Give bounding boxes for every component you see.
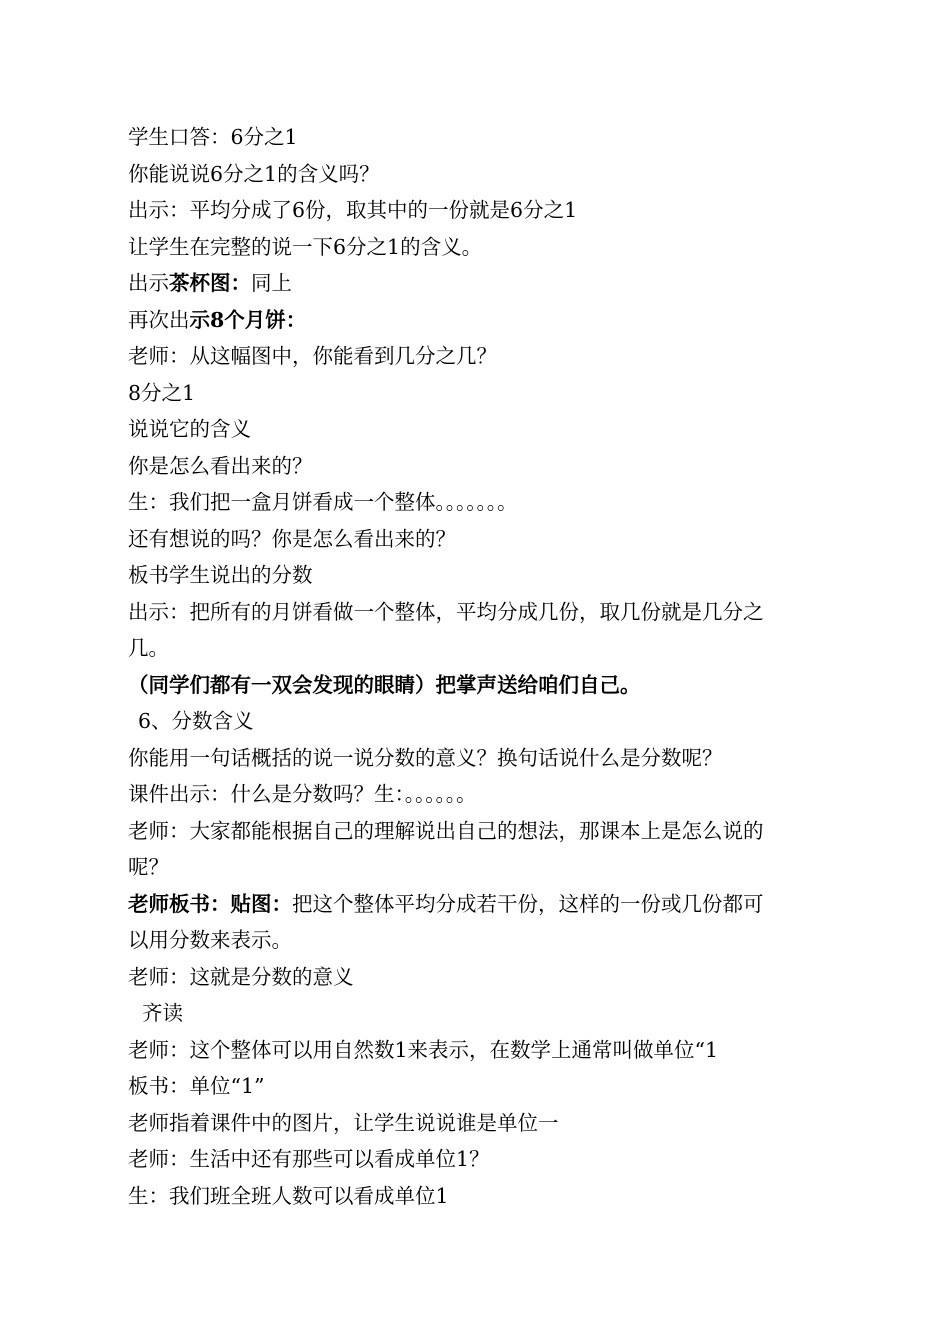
text-line: 板书学生说出的分数 [128, 563, 313, 587]
text-line: 出示：平均分成了6份，取其中的一份就是6分之1 [128, 198, 578, 222]
text-line: 课件出示：什么是分数吗？生：。。。。。。 [128, 782, 477, 806]
text-line: 老师：生活中还有那些可以看成单位1？ [128, 1147, 490, 1171]
text-line: 老师：这个整体可以用自然数1来表示，在数学上通常叫做单位“1 [128, 1037, 719, 1062]
text-line: 8分之1 [128, 380, 196, 405]
text-line: 老师：从这幅图中，你能看到几分之几？ [128, 344, 497, 368]
text-line: 几。 [128, 636, 169, 660]
bold-text-run: 老师板书：贴图： [128, 891, 292, 916]
text-line: 呢？ [128, 855, 169, 879]
text-line: 你是怎么看出来的？ [128, 453, 313, 478]
text-line: 出示：把所有的月饼看做一个整体，平均分成几份，取几份就是几分之 [128, 599, 764, 624]
text-line: 老师指着课件中的图片，让学生说说谁是单位一 [128, 1110, 559, 1135]
text-line [128, 265, 828, 302]
bold-text-run: 示8个月饼： [189, 307, 307, 332]
text-line: 学生口答：6分之1 [128, 125, 298, 149]
text-line: 让学生在完整的说一下6分之1的含义。 [128, 234, 483, 259]
text-line: 老师：这就是分数的意义 [128, 964, 354, 989]
bold-text-line: （同学们都有一双会发现的眼睛）把掌声送给咱们自己。 [128, 672, 641, 697]
text-line: 生：我们班全班人数可以看成单位1 [128, 1183, 449, 1208]
text-run: 再次出 [128, 307, 190, 332]
text-run: 把这个整体平均分成若干份，这样的一份或几份都可 [292, 891, 764, 916]
text-run: 同上 [251, 271, 292, 295]
text-line: 说说它的含义 [128, 417, 251, 441]
bold-text-run: 茶杯图： [169, 271, 251, 295]
text-line: 以用分数来表示。 [128, 928, 292, 952]
text-line: 你能说说6分之1的含义吗？ [128, 161, 380, 186]
text-line: 你能用一句话概括的说一说分数的意义？换句话说什么是分数呢？ [128, 745, 723, 770]
text-line [128, 302, 828, 339]
text-line: 齐读 [142, 1001, 183, 1025]
text-line: 还有想说的吗？你是怎么看出来的？ [128, 526, 456, 551]
text-line: 板书：单位“1” [128, 1074, 265, 1098]
text-run: 出示 [128, 271, 169, 295]
text-line: 老师：大家都能根据自己的理解说出自己的想法，那课本上是怎么说的 [128, 818, 764, 843]
section-heading: 6、分数含义 [138, 709, 254, 733]
text-line: 生：我们把一盒月饼看成一个整体。。。。。。。 [128, 490, 518, 514]
text-line [128, 886, 828, 923]
document-page [128, 119, 828, 1214]
